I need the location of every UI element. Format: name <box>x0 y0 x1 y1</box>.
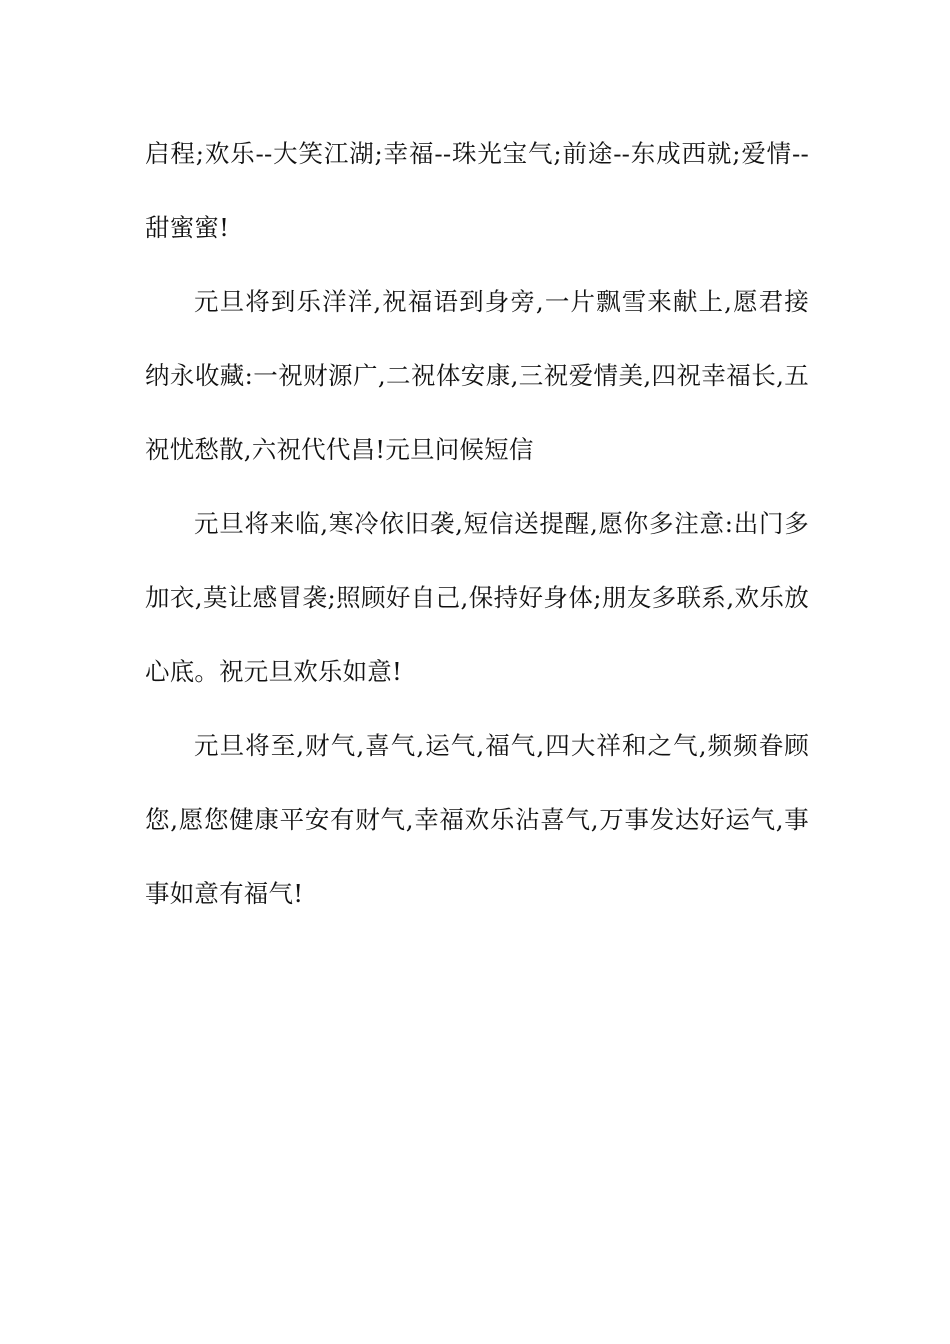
paragraph-3: 元旦将来临,寒冷依旧袭,短信送提醒,愿你多注意:出门多加衣,莫让感冒袭;照顾好自己,保持好身体;朋友多联系,欢乐放心底。祝元旦欢乐如意! <box>145 509 809 686</box>
paragraph-4: 元旦将至,财气,喜气,运气,福气,四大祥和之气,频频眷顾您,愿您健康平安有财气,幸福欢乐沾喜气,万事发达好运气,事事如意有福气! <box>145 731 809 908</box>
document-body <box>145 117 809 931</box>
paragraph-2: 元旦将到乐洋洋,祝福语到身旁,一片飘雪来献上,愿君接纳永收藏:一祝财源广,二祝体安康,三祝爱情美,四祝幸福长,五祝忧愁散,六祝代代昌!元旦问候短信 <box>145 287 809 464</box>
paragraph-1: 启程;欢乐--大笑江湖;幸福--珠光宝气;前途--东成西就;爱情--甜蜜蜜! <box>145 139 809 242</box>
